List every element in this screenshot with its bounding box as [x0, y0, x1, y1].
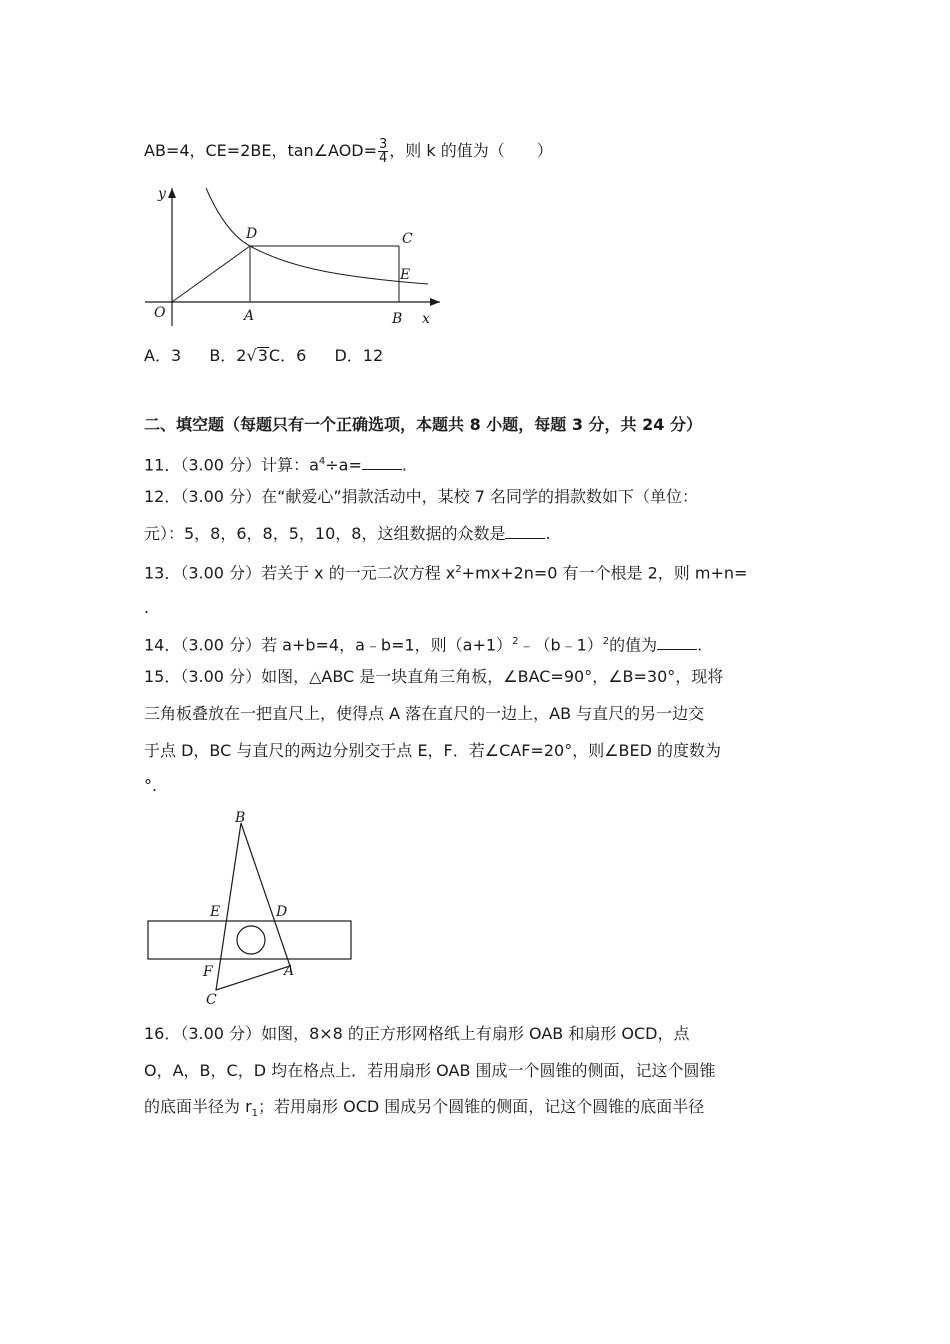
q11-suffix: ÷a= [325, 455, 362, 475]
q15-label-e: E [210, 904, 221, 920]
q15-triangle-ruler-figure [140, 808, 360, 1008]
q10-choice-b: B．2√3 [209, 346, 268, 365]
q15-label-d: D [276, 904, 288, 920]
q13-line1-a: 13．（3.00 分）若关于 x 的一元二次方程 x [144, 563, 456, 583]
q11-prefix: 11．（3.00 分）计算：a [144, 455, 319, 475]
q15-label-b: B [235, 810, 246, 826]
q10-graph-figure [140, 180, 450, 330]
q10-label-y: y [158, 186, 166, 202]
q16-line2: O，A，B，C，D 均在格点上．若用扇形 OAB 围成一个圆锥的侧面，记这个圆锥 [144, 1061, 716, 1080]
q10-choices [144, 346, 383, 366]
q12-end: . [545, 524, 551, 543]
q12-line2 [144, 524, 551, 544]
q11 [144, 452, 407, 475]
q10-stem-part1: AB=4，CE=2BE，tan∠AOD= [144, 141, 378, 160]
q15-label-f: F [203, 964, 213, 980]
q14 [144, 632, 702, 655]
q15-label-a: A [284, 963, 295, 979]
q12-answer-blank[interactable] [505, 524, 545, 539]
q16-line3 [144, 1097, 704, 1124]
q10-label-o: O [154, 305, 166, 321]
q10-choice-a: A．3 [144, 346, 182, 365]
q12-line2-text: 元）：5，8，6，8，5，10，8，这组数据的众数是 [144, 524, 506, 543]
q13-line1-b: +mx+2n=0 有一个根是 2，则 m+n= [461, 563, 748, 583]
q10-label-d: D [246, 226, 258, 242]
q10-label-a: A [244, 308, 255, 324]
q16-subscript: 1 [251, 1108, 259, 1120]
q10-fraction [378, 138, 388, 165]
q15-line1: 15．（3.00 分）如图，△ABC 是一块直角三角板，∠BAC=90°，∠B=30°，现将 [144, 667, 724, 686]
q14-answer-blank[interactable] [657, 635, 697, 650]
q10-label-e: E [400, 267, 411, 283]
q14-part2: ﹣（b﹣1） [518, 635, 603, 655]
q13-line1 [144, 560, 747, 583]
q14-exp1: 2 [512, 636, 519, 647]
q16-line3-b: ；若用扇形 OCD 围成另个圆锥的侧面，记这个圆锥的底面半径 [258, 1097, 705, 1116]
q15-label-c: C [206, 992, 217, 1008]
q14-part1: 14．（3.00 分）若 a+b=4，a﹣b=1，则（a+1） [144, 635, 513, 655]
section2-heading: 二、填空题（每题只有一个正确选项，本题共 8 小题，每题 3 分，共 24 分） [144, 415, 702, 434]
q16-line1: 16．（3.00 分）如图，8×8 的正方形网格纸上有扇形 OAB 和扇形 OCD，点 [144, 1024, 690, 1043]
q10-choice-d: D．12 [334, 346, 384, 365]
q10-frac-den: 4 [379, 151, 388, 166]
q15-line4: °. [144, 776, 158, 795]
q10-label-b: B [392, 311, 403, 327]
q10-stem-part2: ，则 k 的值为（ ） [389, 141, 553, 160]
q10-stem [144, 138, 553, 165]
q10-label-x: x [422, 311, 430, 327]
q10-frac-num: 3 [379, 137, 388, 152]
q15-line3: 于点 D，BC 与直尺的两边分别交于点 E，F．若∠CAF=20°，则∠BED 的度数为 [144, 741, 722, 760]
q13-line2: . [144, 598, 150, 617]
q10-choice-b-root: 3 [257, 346, 268, 365]
q11-answer-blank[interactable] [362, 455, 402, 470]
q14-exp2: 2 [602, 636, 610, 647]
q11-exponent: 4 [318, 456, 326, 467]
q10-choice-b-prefix: B．2 [209, 346, 247, 365]
q14-part3: 的值为 [609, 635, 658, 655]
q10-label-c: C [402, 231, 413, 247]
q12-line1: 12．（3.00 分）在“献爱心”捐款活动中，某校 7 名同学的捐款数如下（单位： [144, 487, 699, 506]
q11-end: . [401, 455, 407, 475]
q13-exponent: 2 [455, 564, 462, 575]
q15-line2: 三角板叠放在一把直尺上，使得点 A 落在直尺的一边上，AB 与直尺的另一边交 [144, 704, 705, 723]
q10-choice-c: C．6 [268, 346, 307, 365]
q16-line3-a: 的底面半径为 r [144, 1097, 252, 1116]
q14-end: . [697, 635, 703, 655]
